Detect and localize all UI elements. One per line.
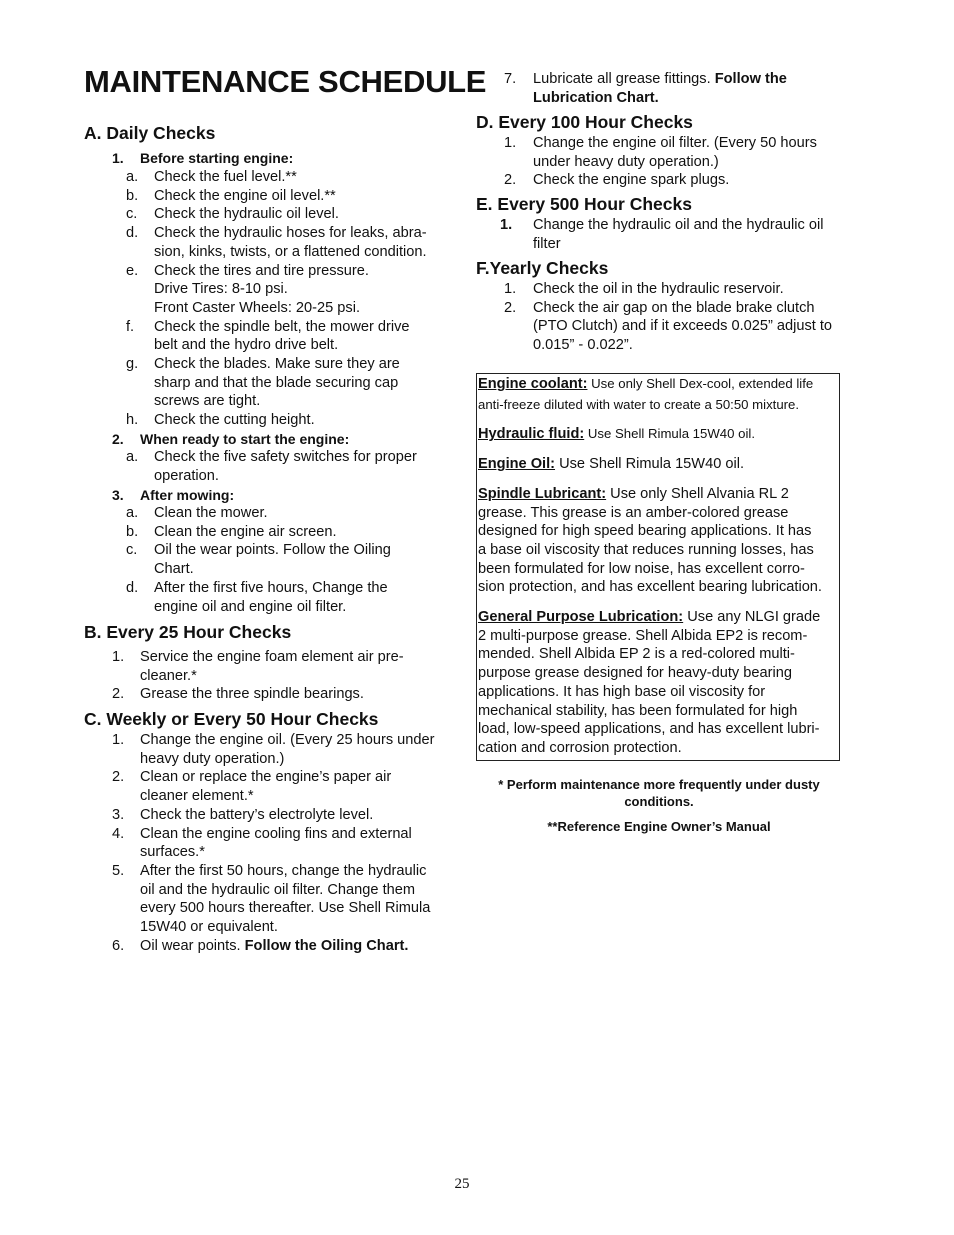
daily-1-item-c — [84, 205, 454, 224]
daily-sub-2-num: 2. — [112, 431, 124, 447]
daily-2-item-a — [84, 448, 454, 485]
daily-1-item-f-num: f. — [126, 318, 135, 335]
every50-item-6-bold: Follow the Oiling Chart. — [244, 937, 409, 954]
daily-3-item-b-num: b. — [126, 523, 139, 540]
yearly-item-1-line-1: Check the oil in the hydraulic reservoir. — [533, 281, 784, 297]
page-number: 25 — [454, 1176, 470, 1192]
spindle-line-6: sion protection, and has excellent bearing lubrication. — [478, 579, 822, 596]
every50-item-7-line-1: Lubricate all grease fittings. Follow the — [533, 71, 787, 87]
daily-1-item-d — [84, 224, 454, 261]
daily-1-item-h-num: h. — [126, 412, 139, 429]
dusty-note-line-2: conditions. — [624, 794, 694, 809]
yearly-heading: F.Yearly Checks — [476, 258, 609, 278]
daily-3-item-c — [84, 541, 454, 578]
daily-1-item-g-line-2: sharp and that the blade securing cap — [154, 374, 399, 391]
daily-3-item-a-line-1: Clean the mower. — [154, 505, 268, 521]
every25-item-1-num: 1. — [112, 649, 125, 665]
every50-item-5-num: 5. — [112, 862, 125, 879]
spindle-first-line — [478, 485, 839, 504]
daily-3-item-a — [84, 504, 454, 523]
every50-item-1-num: 1. — [112, 732, 125, 748]
daily-1-item-d-line-1: Check the hydraulic hoses for leaks, abra- — [154, 225, 427, 242]
daily-sub-1-num: 1. — [112, 150, 124, 166]
general-first: Use any NLGI grade — [683, 609, 821, 626]
every50-item-6 — [84, 937, 454, 956]
every25-item-1-line-2: cleaner.* — [140, 667, 197, 684]
daily-sub-1-label: Before starting engine: — [140, 150, 294, 166]
engine-oil-text: Use Shell Rimula 15W40 oil. — [555, 456, 745, 473]
daily-1-item-e-line-1: Check the tires and tire pressure. — [154, 262, 369, 279]
yearly-item-1-num: 1. — [504, 281, 517, 297]
yearly-item-2 — [476, 299, 842, 355]
daily-3-item-c-line-1: Oil the wear points. Follow the Oiling — [154, 542, 391, 559]
daily-1-item-b-num: b. — [126, 187, 139, 204]
every50-item-6-line-1: Oil wear points. Follow the Oiling Chart. — [140, 937, 409, 954]
every50-item-4-num: 4. — [112, 825, 125, 842]
engine-oil-label: Engine Oil: — [478, 456, 556, 473]
spindle-line-5: been formulated for low noise, has excellent corro- — [478, 560, 805, 577]
daily-1-item-a — [84, 168, 454, 187]
every100-item-2-line-1: Check the engine spark plugs. — [533, 172, 730, 189]
lubricant-info-box — [476, 373, 840, 761]
spindle-line-4: a base oil viscosity that reduces running losses, has — [478, 541, 814, 558]
every25-item-1-line-1: Service the engine foam element air pre- — [140, 649, 404, 665]
every50-item-3 — [84, 806, 454, 825]
spindle-paragraph — [478, 485, 839, 597]
daily-1-item-e — [84, 262, 454, 318]
yearly-item-2-line-3: 0.015” - 0.022”. — [533, 337, 633, 354]
general-first-line — [478, 608, 839, 627]
general-line-4: purpose grease designed for heavy-duty bearing — [478, 665, 792, 682]
every500-item-1-num: 1. — [500, 217, 513, 233]
daily-1-item-e-num: e. — [126, 262, 139, 279]
yearly-item-2-line-2: (PTO Clutch) and if it exceeds 0.025” adjust to — [533, 318, 833, 335]
daily-1-item-f-line-2: belt and the hydro drive belt. — [154, 337, 339, 354]
general-paragraph — [478, 608, 839, 758]
daily-1-item-f — [84, 318, 454, 355]
every50-heading: C. Weekly or Every 50 Hour Checks — [84, 709, 379, 729]
every500-item-1-line-1: Change the hydraulic oil and the hydraulic oil — [533, 217, 824, 233]
daily-3-item-c-line-2: Chart. — [154, 561, 194, 578]
daily-3-item-d — [84, 579, 454, 616]
daily-2-item-a-line-2: operation. — [154, 467, 219, 484]
daily-1-item-g-line-1: Check the blades. Make sure they are — [154, 356, 400, 372]
every50-item-1-line-2: heavy duty operation.) — [140, 750, 285, 767]
daily-heading: A. Daily Checks — [84, 123, 216, 143]
daily-sub-1 — [84, 149, 454, 168]
every25-heading: B. Every 25 Hour Checks — [84, 622, 292, 642]
daily-3-item-c-num: c. — [126, 542, 138, 559]
every50-item-7-line-2: Lubrication Chart. — [533, 89, 659, 106]
every50-item-4-line-2: surfaces.* — [140, 844, 205, 861]
every100-item-1-num: 1. — [504, 135, 517, 151]
spindle-label: Spindle Lubricant: — [478, 485, 607, 502]
every50-item-4-line-1: Clean the engine cooling fins and external — [140, 825, 412, 842]
general-line-7: load, low-speed applications, and has excellent lubri- — [478, 721, 820, 738]
spindle-line-2: grease. This grease is an amber-colored grease — [478, 504, 789, 521]
hydraulic-label: Hydraulic fluid: — [478, 426, 585, 443]
daily-sub-3 — [84, 486, 454, 505]
daily-1-item-a-num: a. — [126, 169, 139, 185]
every100-heading: D. Every 100 Hour Checks — [476, 112, 693, 132]
daily-1-item-c-line-1: Check the hydraulic oil level. — [154, 206, 339, 223]
general-line-3: mended. Shell Albida EP 2 is a red-colored multi- — [478, 646, 795, 663]
every50-item-5-line-2: oil and the hydraulic oil filter. Change them — [140, 881, 416, 898]
every50-item-3-num: 3. — [112, 806, 125, 823]
every100-item-2 — [476, 171, 842, 190]
daily-1-item-h-line-1: Check the cutting height. — [154, 412, 315, 429]
daily-1-item-f-line-1: Check the spindle belt, the mower drive — [154, 318, 410, 335]
every500-heading: E. Every 500 Hour Checks — [476, 194, 692, 214]
every50-item-1-line-1: Change the engine oil. (Every 25 hours under — [140, 732, 435, 748]
every100-item-1-line-2: under heavy duty operation.) — [533, 153, 719, 170]
yearly-item-2-num: 2. — [504, 299, 517, 316]
every50-item-7-bold: Follow the — [714, 71, 787, 87]
daily-2-item-a-line-1: Check the five safety switches for proper — [154, 449, 417, 465]
every50-item-6-num: 6. — [112, 937, 125, 954]
daily-sub-3-num: 3. — [112, 487, 124, 503]
daily-1-item-e-line-2: Drive Tires: 8-10 psi. — [154, 281, 288, 298]
yearly-item-2-line-1: Check the air gap on the blade brake clutch — [533, 299, 815, 316]
every50-item-2-num: 2. — [112, 769, 125, 786]
daily-sub-2-label: When ready to start the engine: — [140, 431, 350, 447]
every500-item-1-line-2: filter — [533, 235, 561, 252]
daily-sub-2 — [84, 430, 454, 449]
every50-item-5-line-1: After the first 50 hours, change the hydraulic — [140, 862, 427, 879]
every25-item-2-line-1: Grease the three spindle bearings. — [140, 686, 364, 703]
every50-item-5 — [84, 862, 454, 937]
daily-3-item-d-num: d. — [126, 579, 139, 596]
engine-oil-paragraph — [478, 455, 839, 474]
daily-3-item-d-line-2: engine oil and engine oil filter. — [154, 598, 347, 615]
coolant-paragraph — [478, 375, 839, 394]
every25-item-1 — [84, 648, 454, 685]
every50-item-2-line-2: cleaner element.* — [140, 788, 254, 805]
general-label: General Purpose Lubrication: — [478, 609, 684, 626]
dusty-note — [476, 776, 842, 810]
daily-1-item-g-line-3: screws are tight. — [154, 393, 261, 410]
daily-sub-3-label: After mowing: — [140, 487, 235, 503]
daily-1-item-d-num: d. — [126, 225, 139, 242]
coolant-text-2: anti-freeze diluted with water to create a 50:50 mixture. — [478, 396, 800, 412]
every25-item-2-num: 2. — [112, 686, 125, 703]
page-title: MAINTENANCE SCHEDULE — [84, 64, 487, 99]
spindle-first: Use only Shell Alvania RL 2 — [606, 485, 789, 502]
general-line-5: applications. It has high base oil viscosity for — [478, 683, 766, 700]
daily-3-item-a-num: a. — [126, 505, 139, 521]
every50-item-1 — [84, 731, 454, 768]
every50-item-2-line-1: Clean or replace the engine’s paper air — [140, 769, 392, 786]
every50-item-7 — [476, 70, 842, 107]
daily-3-item-b — [84, 523, 454, 542]
daily-3-item-d-line-1: After the first five hours, Change the — [154, 579, 388, 596]
hydraulic-paragraph — [478, 425, 839, 444]
spindle-line-3: designed for high speed bearing applications. It has — [478, 523, 812, 540]
daily-2-item-a-num: a. — [126, 449, 139, 465]
general-line-8: cation and corrosion protection. — [478, 739, 682, 756]
daily-1-item-b — [84, 187, 454, 206]
daily-1-item-g — [84, 355, 454, 411]
every100-item-1 — [476, 134, 842, 171]
every50-item-5-line-3: every 500 hours thereafter. Use Shell Rimula — [140, 900, 431, 917]
daily-1-item-b-line-1: Check the engine oil level.** — [154, 187, 336, 204]
general-line-6: mechanical stability, has been formulated for high — [478, 702, 798, 719]
every50-item-7-num: 7. — [504, 71, 517, 87]
daily-1-item-d-line-2: sion, kinks, twists, or a flattened condition. — [154, 243, 427, 260]
every100-item-1-line-1: Change the engine oil filter. (Every 50 hours — [533, 135, 817, 151]
every50-item-2 — [84, 768, 454, 805]
every25-item-2 — [84, 685, 454, 704]
coolant-text-1: Use only Shell Dex-cool, extended life — [587, 376, 814, 391]
coolant-label: Engine coolant: — [478, 376, 588, 392]
every50-item-5-line-4: 15W40 or equivalent. — [140, 919, 278, 935]
every100-item-2-num: 2. — [504, 172, 517, 189]
every500-item-1 — [476, 216, 842, 253]
daily-1-item-c-num: c. — [126, 206, 138, 223]
daily-3-item-b-line-1: Clean the engine air screen. — [154, 523, 337, 540]
general-line-2: 2 multi-purpose grease. Shell Albida EP2 is recom- — [478, 627, 808, 644]
hydraulic-text: Use Shell Rimula 15W40 oil. — [584, 426, 755, 442]
reference-note: **Reference Engine Owner’s Manual — [547, 819, 771, 834]
yearly-item-1 — [476, 280, 842, 299]
daily-1-item-g-num: g. — [126, 356, 139, 372]
daily-1-item-h — [84, 411, 454, 430]
every50-item-4 — [84, 825, 454, 862]
daily-1-item-e-line-3: Front Caster Wheels: 20-25 psi. — [154, 299, 361, 316]
every50-item-3-line-1: Check the battery’s electrolyte level. — [140, 806, 374, 823]
daily-1-item-a-line-1: Check the fuel level.** — [154, 169, 297, 185]
dusty-note-line-1: * Perform maintenance more frequently under dusty — [498, 777, 820, 792]
